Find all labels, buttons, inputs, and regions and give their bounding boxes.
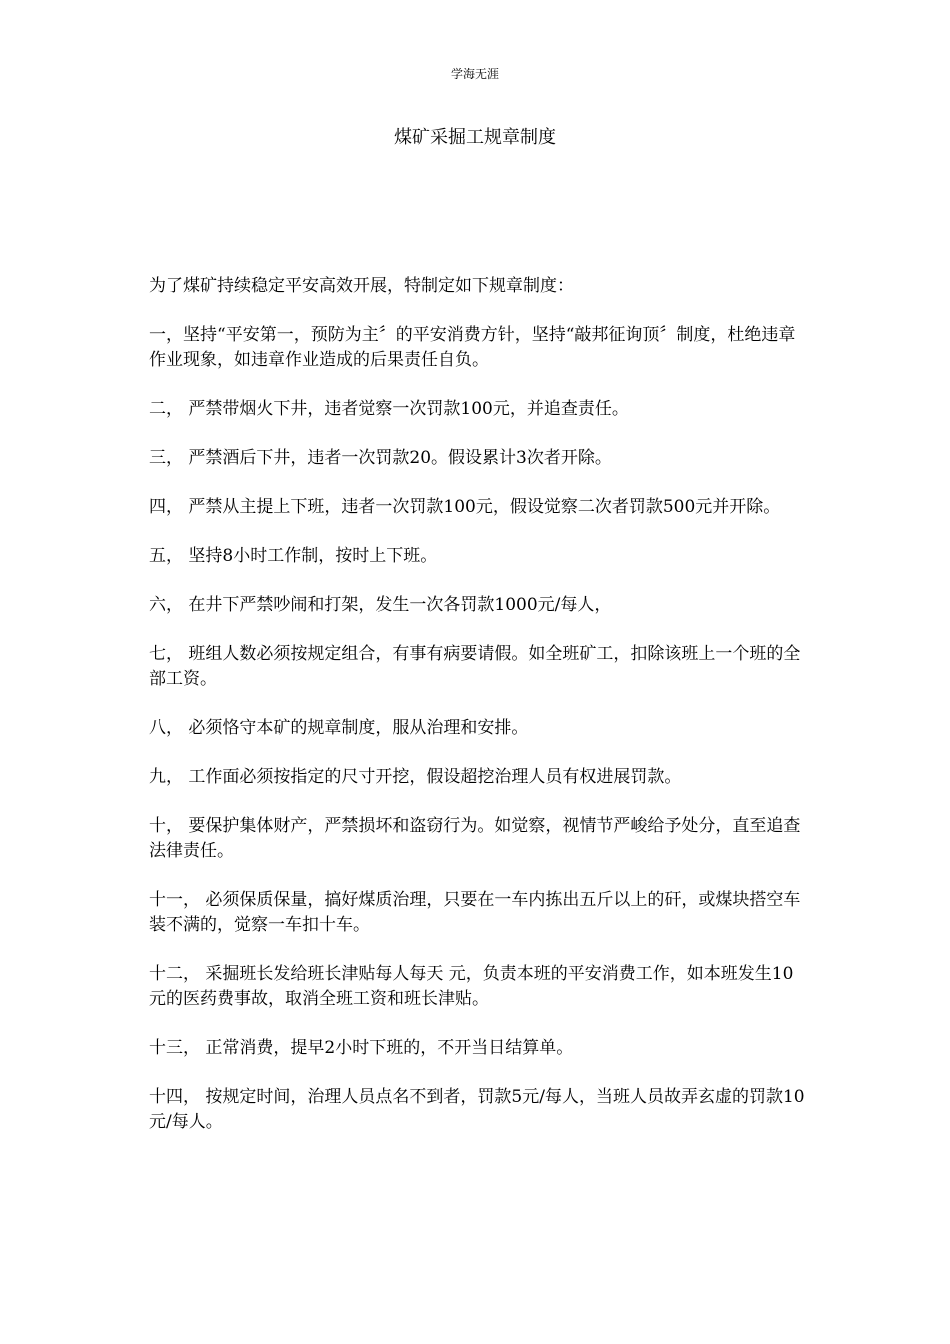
rule-text: 要保护集体财产，严禁损坏和盗窃行为。如觉察，视情节严峻给予处分，直至追查法律责任。: [149, 816, 801, 861]
rule-number: 五，: [149, 546, 183, 566]
rule-8: [149, 716, 805, 741]
rule-text: 严禁带烟火下井，违者觉察一次罚款100元，并追查责任。: [183, 399, 629, 419]
rule-text: 班组人数必须按规定组合，有事有病要请假。如全班矿工，扣除该班上一个班的全部工资。: [149, 644, 801, 689]
rule-2: [149, 397, 805, 422]
rule-7: [149, 642, 805, 692]
rule-number: 十二，: [149, 964, 200, 984]
rule-10: [149, 814, 805, 864]
rule-text: 必须保质保量，搞好煤质治理，只要在一车内拣出五斤以上的矸，或煤块搭空车装不满的，觉察一车扣十车。: [149, 890, 801, 935]
rule-number: 一，: [149, 325, 183, 345]
rule-9: [149, 765, 805, 790]
rule-number: 二，: [149, 399, 183, 419]
rule-text: 必须恪守本矿的规章制度，服从治理和安排。: [183, 718, 529, 738]
rule-text: 严禁酒后下井，违者一次罚款20。假设累计3次者开除。: [183, 448, 612, 468]
rule-number: 八，: [149, 718, 183, 738]
rule-13: [149, 1036, 805, 1061]
rule-text: 正常消费，提早2小时下班的，不开当日结算单。: [200, 1038, 574, 1058]
rule-number: 十，: [149, 816, 183, 836]
rule-text: 按规定时间，治理人员点名不到者，罚款5元/每人，当班人员故弄玄虚的罚款10元/每人。: [149, 1087, 805, 1132]
rule-number: 十一，: [149, 890, 200, 910]
rule-3: [149, 446, 805, 471]
rule-4: [149, 495, 805, 520]
rule-text: 严禁从主提上下班，违者一次罚款100元，假设觉察二次者罚款500元并开除。: [183, 497, 781, 517]
rule-14: [149, 1085, 805, 1135]
rule-11: [149, 888, 805, 938]
rule-text: 在井下严禁吵闹和打架，发生一次各罚款1000元/每人，: [183, 595, 612, 615]
rule-number: 六，: [149, 595, 183, 615]
rule-text: 工作面必须按指定的尺寸开挖，假设超挖治理人员有权进展罚款。: [183, 767, 682, 787]
rule-number: 七，: [149, 644, 183, 664]
page-header: 学海无涯: [450, 67, 499, 81]
rule-text: 坚持“平安第一，预防为主〞的平安消费方针，坚持“敲邦征询顶〞制度，杜绝违章作业现象，如违章作业造成的后果责任自负。: [149, 325, 796, 370]
rule-number: 九，: [149, 767, 183, 787]
rule-5: [149, 544, 805, 569]
rule-number: 十四，: [149, 1087, 200, 1107]
document-title: 煤矿采掘工规章制度: [394, 127, 556, 148]
rule-1: [149, 323, 805, 373]
rule-12: [149, 962, 805, 1012]
rule-number: 四，: [149, 497, 183, 517]
rule-text: 采掘班长发给班长津贴每人每天 元，负责本班的平安消费工作，如本班发生10元的医药费事故，取消全班工资和班长津贴。: [149, 964, 794, 1009]
rule-text: 坚持8小时工作制，按时上下班。: [183, 546, 438, 566]
rule-6: [149, 593, 805, 618]
document-body: [149, 274, 805, 1159]
rule-number: 十三，: [149, 1038, 200, 1058]
rule-number: 三，: [149, 448, 183, 468]
intro-paragraph: 为了煤矿持续稳定平安高效开展，特制定如下规章制度：: [149, 276, 574, 296]
